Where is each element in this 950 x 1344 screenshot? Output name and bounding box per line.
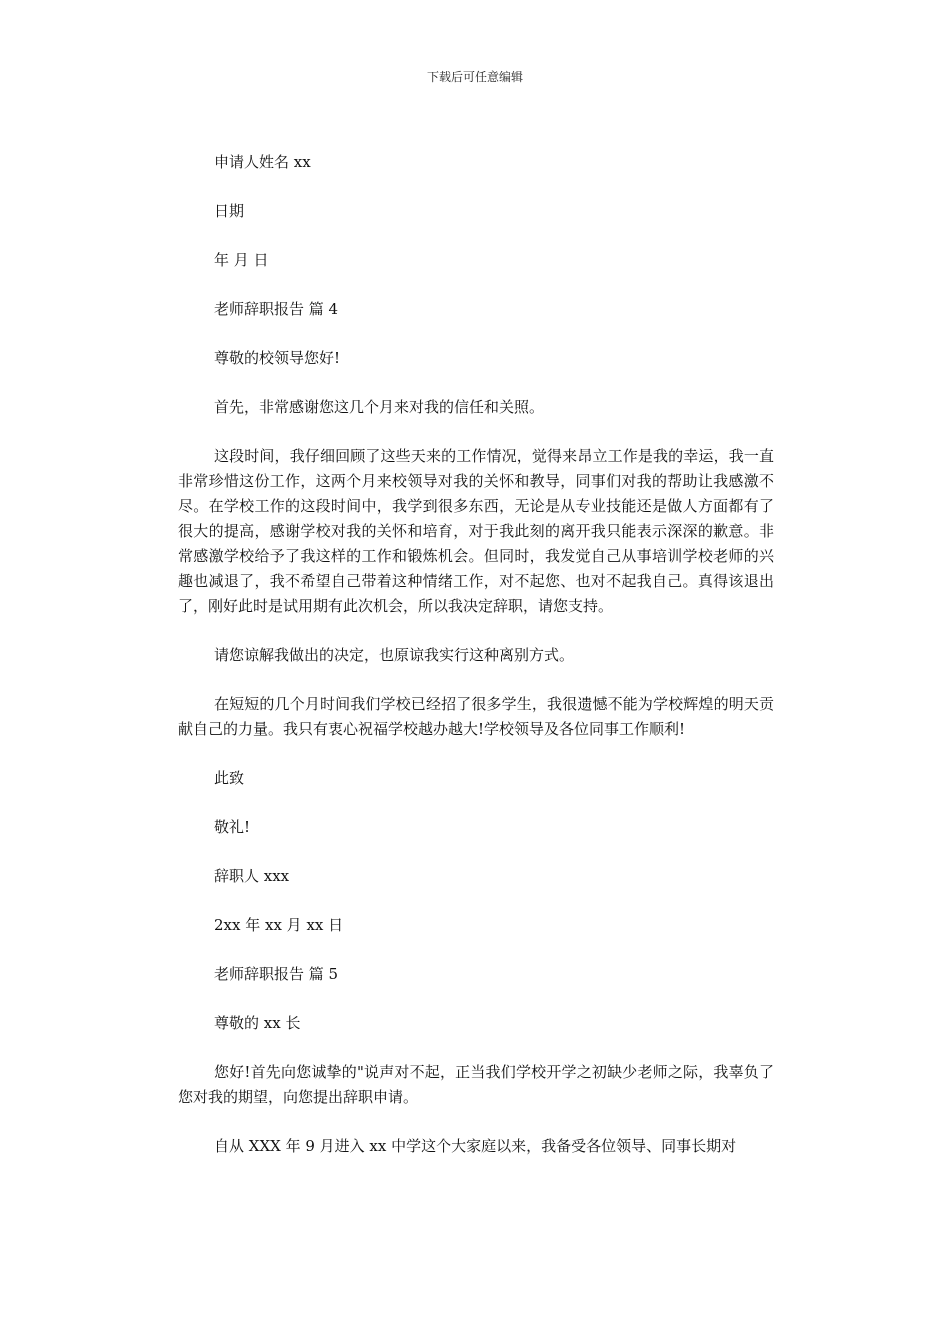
document-body — [178, 150, 774, 1183]
body-paragraph: 请您谅解我做出的决定，也原谅我实行这种离别方式。 — [214, 646, 575, 664]
section-title-4: 老师辞职报告 篇 4 — [214, 300, 339, 318]
body-paragraph: 首先，非常感谢您这几个月来对我的信任和关照。 — [214, 398, 545, 416]
body-paragraph: 自从 XXX 年 9 月进入 xx 中学这个大家庭以来，我备受各位领导、同事长期对 — [214, 1137, 737, 1155]
salutation-5: 尊敬的 xx 长 — [214, 1014, 301, 1032]
date-blank-line: 年 月 日 — [214, 251, 269, 269]
date-label-line: 日期 — [214, 202, 245, 220]
body-paragraph: 在短短的几个月时间我们学校已经招了很多学生，我很遗憾不能为学校辉煌的明天贡献自己的力量。我只有衷心祝福学校越办越大!学校领导及各位同事工作顺利! — [178, 695, 774, 738]
section-title-5: 老师辞职报告 篇 5 — [214, 965, 339, 983]
closing-regards: 敬礼! — [214, 818, 251, 836]
applicant-name-line: 申请人姓名 xx — [214, 153, 311, 171]
signature-date: 2xx 年 xx 月 xx 日 — [214, 916, 344, 934]
header-note: 下载后可任意编辑 — [426, 70, 523, 84]
signature-line: 辞职人 xxx — [214, 867, 290, 885]
body-paragraph: 您好!首先向您诚挚的"说声对不起，正当我们学校开学之初缺少老师之际，我辜负了您对我的期望，向您提出辞职申请。 — [178, 1063, 774, 1106]
body-paragraph: 这段时间，我仔细回顾了这些天来的工作情况，觉得来昂立工作是我的幸运，我一直非常珍惜这份工作，这两个月来校领导对我的关怀和教导，同事们对我的帮助让我感激不尽。在学校工作的这段时间中，我学到很多东西，无论是从专业技能还是做人方面都有了很大的提高，感谢学校对我的关怀和培育，对于我此刻的离开我只能表示深深的歉意。非常感激学校给予了我这样的工作和锻炼机会。但同时，我发觉自己从事培训学校老师的兴趣也减退了，我不希望自己带着这种情绪工作，对不起您、也对不起我自己。真得该退出了，刚好此时是试用期有此次机会，所以我决定辞职，请您支持。 — [178, 447, 774, 615]
salutation-4: 尊敬的校领导您好! — [214, 349, 341, 367]
closing-line: 此致 — [214, 769, 245, 787]
